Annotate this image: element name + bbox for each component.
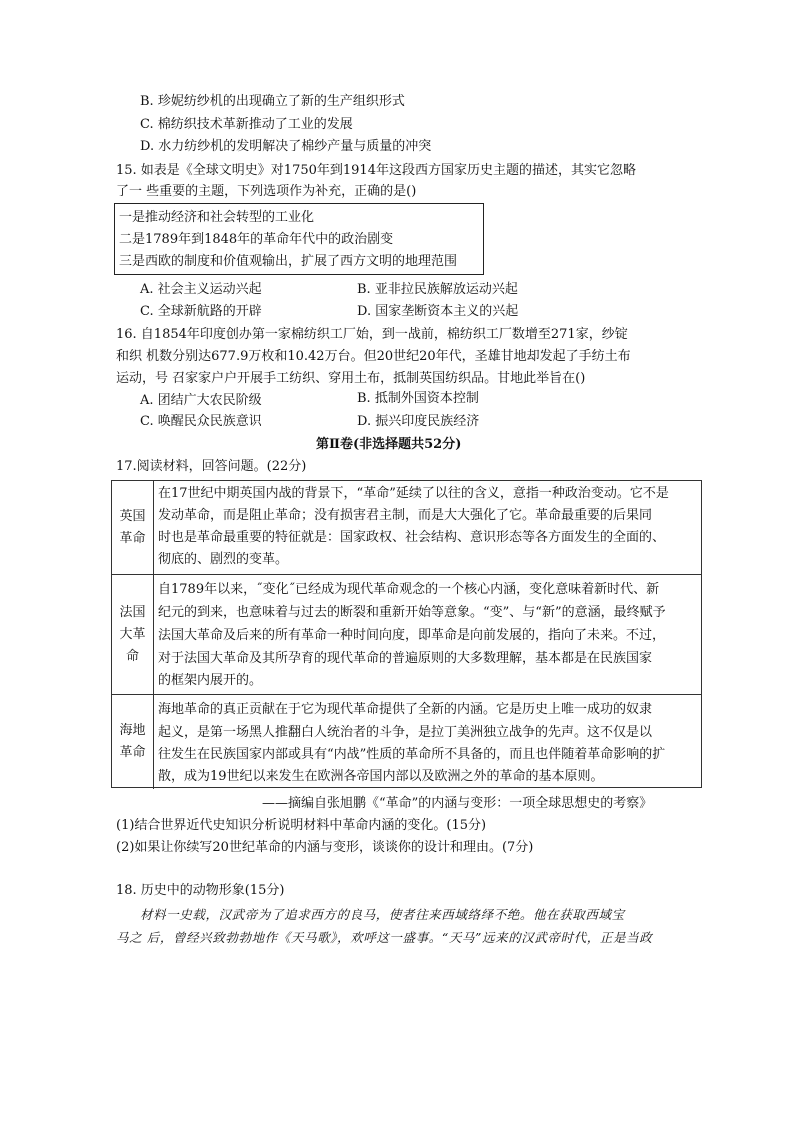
row-label-haiti-revolution: 海地革命 [112, 695, 154, 789]
table-row-haiti-revolution [112, 694, 701, 789]
q14-option-c: C. 棉纺织技术革新推动了工业的发展 [140, 117, 353, 132]
row-label-english-revolution: 英国革命 [112, 481, 154, 574]
q16-option-a: A. 团结广大农民阶级 [140, 393, 262, 408]
q15-stem-line2: 了一 些重要的主题，下列选项作为补充，正确的是() [116, 184, 417, 199]
q15-option-a: A. 社会主义运动兴起 [140, 282, 262, 297]
english-revolution-line-2: 发动革命，而是阻止革命；没有损害君主制，而是大大强化了它。革命最重要的后果同 [158, 508, 653, 523]
q14-option-b: B. 珍妮纺纱机的出现确立了新的生产组织形式 [140, 94, 405, 109]
q16-option-d: D. 振兴印度民族经济 [357, 414, 480, 429]
q15-theme-3: 三是西欧的制度和价值观输出，扩展了西方文明的地理范围 [119, 254, 458, 269]
q17-subquestion-2: (2)如果让你续写20世纪革命的内涵与变形，谈谈你的设计和理由。(7分) [116, 840, 534, 855]
row-content-french-revolution [158, 575, 699, 694]
row-label-french-revolution: 法国大革命 [112, 575, 154, 694]
french-revolution-line-3: 法国大革命及后来的所有革命一种时间向度，即革命是向前发展的，指向了未来。不过， [158, 628, 666, 643]
french-revolution-line-2: 纪元的到来，也意味着与过去的断裂和重新开始等意象。“变”、与“新”的意涵，最终赋予 [158, 605, 666, 620]
q18-material-line-1: 材料一史载，汉武帝为了追求西方的良马，使者往来西域络绎不绝。他在获取西域宝 [140, 907, 625, 922]
q15-option-d: D. 国家垄断资本主义的兴起 [357, 304, 519, 319]
table-row-english-revolution [112, 481, 701, 574]
q15-theme-2: 二是1789年到1848年的革命年代中的政治剧变 [119, 232, 394, 247]
q15-theme-box [114, 203, 484, 275]
q17-source-citation: ——摘编自张旭鹏《“革命”的内涵与变形：一项全球思想史的考察》 [262, 796, 653, 811]
q17-subquestion-1: (1)结合世界近代史知识分析说明材料中革命内涵的变化。(15分) [116, 818, 487, 833]
q16-stem-line3: 运动，号 召家家户户开展手工纺织、穿用土布，抵制英国纺织品。甘地此举旨在() [116, 371, 586, 386]
q17-stem: 17.阅读材料，回答问题。(22分) [116, 459, 307, 474]
row-content-haiti-revolution [158, 695, 699, 789]
q15-option-b: B. 亚非拉民族解放运动兴起 [357, 282, 518, 297]
english-revolution-line-1: 在17世纪中期英国内战的背景下，“革命”延续了以往的含义，意指一种政治变动。它不是 [158, 486, 669, 501]
french-revolution-line-5: 的框架内展开的。 [158, 673, 263, 688]
q15-theme-1: 一是推动经济和社会转型的工业化 [119, 210, 315, 225]
english-revolution-line-3: 时也是革命最重要的特征就是：国家政权、社会结构、意识形态等各方面发生的全面的、 [158, 530, 666, 545]
french-revolution-line-4: 对于法国大革命及其所孕育的现代革命的普遍原则的大多数理解，基本都是在民族国家 [158, 651, 653, 666]
q16-option-c: C. 唤醒民众民族意识 [140, 414, 262, 429]
q15-option-c: C. 全球新航路的开辟 [140, 304, 262, 319]
q18-material-line-2: 马之 后，曾经兴致勃勃地作《天马歌》，欢呼这一盛事。“天马”远来的汉武帝时代，正是当政 [116, 930, 653, 945]
q16-stem-line1: 16. 自1854年印度创办第一家棉纺织工厂始，到一战前，棉纺织工厂数增至271家，纱锭 [116, 327, 628, 342]
q16-option-b: B. 抵制外国资本控制 [357, 391, 479, 406]
row-content-english-revolution [158, 481, 699, 574]
haiti-revolution-line-2: 起义，是第一场黑人推翻白人统治者的斗争，是拉丁美洲独立战争的先声。这不仅是以 [158, 725, 653, 740]
english-revolution-line-4: 彻底的、剧烈的变革。 [158, 552, 289, 567]
q18-title: 18. 历史中的动物形象(15分) [116, 883, 285, 898]
french-revolution-line-1: 自1789年以来，˝变化˝已经成为现代革命观念的一个核心内涵，变化意味着新时代、新 [158, 582, 660, 597]
haiti-revolution-line-1: 海地革命的真正贡献在于它为现代革命提供了全新的内涵。它是历史上唯一成功的奴隶 [158, 702, 653, 717]
haiti-revolution-line-3: 往发生在民族国家内部或具有“内战”性质的革命所不具备的，而且也伴随着革命影响的扩 [158, 747, 666, 762]
table-row-french-revolution [112, 574, 701, 694]
section-2-title: 第Ⅱ卷(非选择题共52分) [316, 437, 462, 452]
haiti-revolution-line-4: 散，成为19世纪以来发生在欧洲各帝国内部以及欧洲之外的革命的基本原则。 [158, 769, 604, 784]
q16-stem-line2: 和织 机数分别达677.9万枚和10.42万台。但20世纪20年代，圣雄甘地却发起了手纺土布 [116, 349, 631, 364]
q17-material-table [111, 480, 702, 788]
q15-stem-line1: 15. 如表是《全球文明史》对1750年到1914年这段西方国家历史主题的描述，其实它忽略 [116, 163, 636, 178]
q14-option-d: D. 水力纺纱机的发明解决了棉纱产量与质量的冲突 [140, 139, 432, 154]
